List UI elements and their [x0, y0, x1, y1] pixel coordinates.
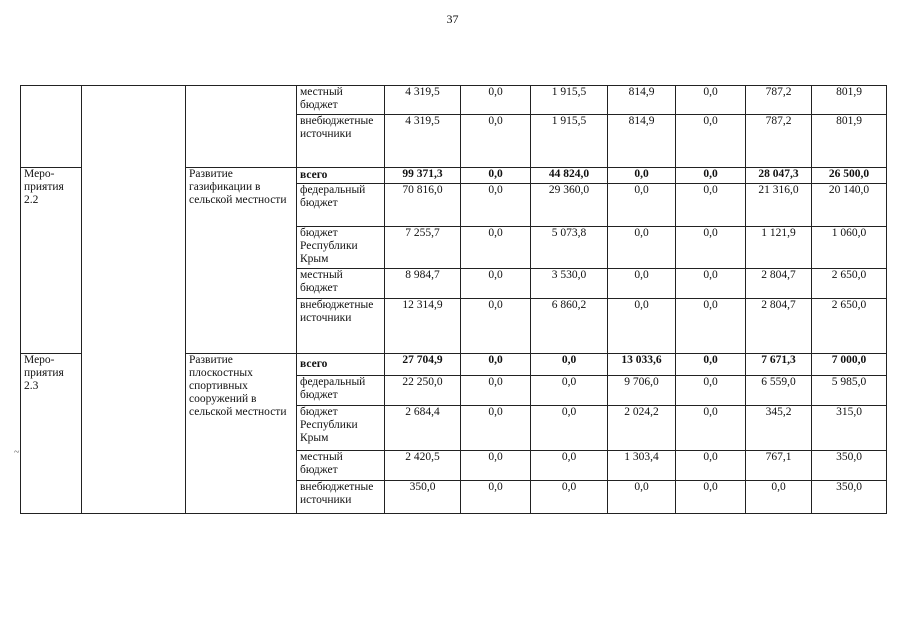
value-cell: 22 250,0 — [385, 376, 461, 406]
value-cell: 13 033,6 — [608, 354, 676, 376]
measure-label: Меро-приятия 2.3 — [21, 354, 82, 514]
value-cell: 44 824,0 — [531, 168, 608, 184]
continued-measure-cell — [21, 86, 82, 168]
value-cell: 0,0 — [676, 376, 746, 406]
budget-table — [20, 85, 887, 514]
value-cell: 1 121,9 — [746, 227, 812, 269]
measure-name: Развитие плоскостных спортивных сооружений в сельской местности — [186, 354, 297, 514]
value-cell: 0,0 — [531, 376, 608, 406]
value-cell: 0,0 — [608, 299, 676, 354]
value-cell: 4 319,5 — [385, 115, 461, 168]
value-cell: 0,0 — [461, 269, 531, 299]
source-cell: федеральный бюджет — [297, 376, 385, 406]
value-cell: 6 860,2 — [531, 299, 608, 354]
value-cell: 5 985,0 — [812, 376, 887, 406]
value-cell: 0,0 — [608, 481, 676, 514]
value-cell: 2 804,7 — [746, 299, 812, 354]
value-cell: 0,0 — [676, 168, 746, 184]
value-cell: 0,0 — [608, 227, 676, 269]
value-cell: 21 316,0 — [746, 184, 812, 227]
value-cell: 0,0 — [531, 354, 608, 376]
value-cell: 1 060,0 — [812, 227, 887, 269]
value-cell: 787,2 — [746, 86, 812, 115]
value-cell: 315,0 — [812, 406, 887, 451]
measure-label: Меро-приятия 2.2 — [21, 168, 82, 354]
value-cell: 4 319,5 — [385, 86, 461, 115]
value-cell: 8 984,7 — [385, 269, 461, 299]
source-cell: местный бюджет — [297, 86, 385, 115]
value-cell: 0,0 — [608, 184, 676, 227]
value-cell: 0,0 — [676, 481, 746, 514]
value-cell: 26 500,0 — [812, 168, 887, 184]
value-cell: 29 360,0 — [531, 184, 608, 227]
value-cell: 0,0 — [608, 168, 676, 184]
value-cell: 9 706,0 — [608, 376, 676, 406]
value-cell: 0,0 — [746, 481, 812, 514]
value-cell: 3 530,0 — [531, 269, 608, 299]
value-cell: 27 704,9 — [385, 354, 461, 376]
value-cell: 5 073,8 — [531, 227, 608, 269]
table-row — [21, 86, 887, 115]
value-cell: 1 303,4 — [608, 451, 676, 481]
value-cell: 0,0 — [461, 299, 531, 354]
value-cell: 0,0 — [461, 376, 531, 406]
value-cell: 350,0 — [812, 451, 887, 481]
value-cell: 1 915,5 — [531, 86, 608, 115]
value-cell: 0,0 — [676, 86, 746, 115]
value-cell: 0,0 — [676, 451, 746, 481]
value-cell: 7 000,0 — [812, 354, 887, 376]
value-cell: 12 314,9 — [385, 299, 461, 354]
executor-cell — [82, 86, 186, 514]
value-cell: 0,0 — [461, 227, 531, 269]
value-cell: 0,0 — [461, 354, 531, 376]
source-cell: местный бюджет — [297, 451, 385, 481]
value-cell: 0,0 — [461, 406, 531, 451]
source-cell: всего — [297, 168, 385, 184]
value-cell: 814,9 — [608, 115, 676, 168]
continued-name-cell — [186, 86, 297, 168]
value-cell: 0,0 — [461, 451, 531, 481]
source-cell: всего — [297, 354, 385, 376]
stray-mark: ~ — [14, 447, 20, 458]
value-cell: 0,0 — [461, 481, 531, 514]
value-cell: 2 024,2 — [608, 406, 676, 451]
value-cell: 345,2 — [746, 406, 812, 451]
value-cell: 0,0 — [461, 115, 531, 168]
value-cell: 350,0 — [812, 481, 887, 514]
value-cell: 2 804,7 — [746, 269, 812, 299]
value-cell: 0,0 — [531, 481, 608, 514]
value-cell: 20 140,0 — [812, 184, 887, 227]
value-cell: 0,0 — [676, 184, 746, 227]
value-cell: 1 915,5 — [531, 115, 608, 168]
value-cell: 6 559,0 — [746, 376, 812, 406]
value-cell: 2 420,5 — [385, 451, 461, 481]
value-cell: 801,9 — [812, 86, 887, 115]
value-cell: 0,0 — [676, 406, 746, 451]
source-cell: внебюджетные источники — [297, 481, 385, 514]
source-cell: бюджет Республики Крым — [297, 406, 385, 451]
value-cell: 2 650,0 — [812, 269, 887, 299]
value-cell: 0,0 — [461, 168, 531, 184]
value-cell: 814,9 — [608, 86, 676, 115]
value-cell: 99 371,3 — [385, 168, 461, 184]
source-cell: внебюджетные источники — [297, 299, 385, 354]
value-cell: 7 255,7 — [385, 227, 461, 269]
value-cell: 70 816,0 — [385, 184, 461, 227]
value-cell: 787,2 — [746, 115, 812, 168]
value-cell: 2 684,4 — [385, 406, 461, 451]
value-cell: 0,0 — [461, 86, 531, 115]
value-cell: 0,0 — [676, 269, 746, 299]
source-cell: внебюджетные источники — [297, 115, 385, 168]
value-cell: 2 650,0 — [812, 299, 887, 354]
value-cell: 0,0 — [531, 451, 608, 481]
value-cell: 0,0 — [676, 354, 746, 376]
value-cell: 0,0 — [676, 299, 746, 354]
value-cell: 0,0 — [676, 227, 746, 269]
measure-name: Развитие газификации в сельской местности — [186, 168, 297, 354]
value-cell: 801,9 — [812, 115, 887, 168]
value-cell: 350,0 — [385, 481, 461, 514]
value-cell: 0,0 — [461, 184, 531, 227]
value-cell: 0,0 — [676, 115, 746, 168]
page-number: 37 — [446, 12, 459, 26]
value-cell: 0,0 — [531, 406, 608, 451]
value-cell: 7 671,3 — [746, 354, 812, 376]
source-cell: федеральный бюджет — [297, 184, 385, 227]
source-cell: бюджет Республики Крым — [297, 227, 385, 269]
value-cell: 767,1 — [746, 451, 812, 481]
value-cell: 28 047,3 — [746, 168, 812, 184]
value-cell: 0,0 — [608, 269, 676, 299]
source-cell: местный бюджет — [297, 269, 385, 299]
